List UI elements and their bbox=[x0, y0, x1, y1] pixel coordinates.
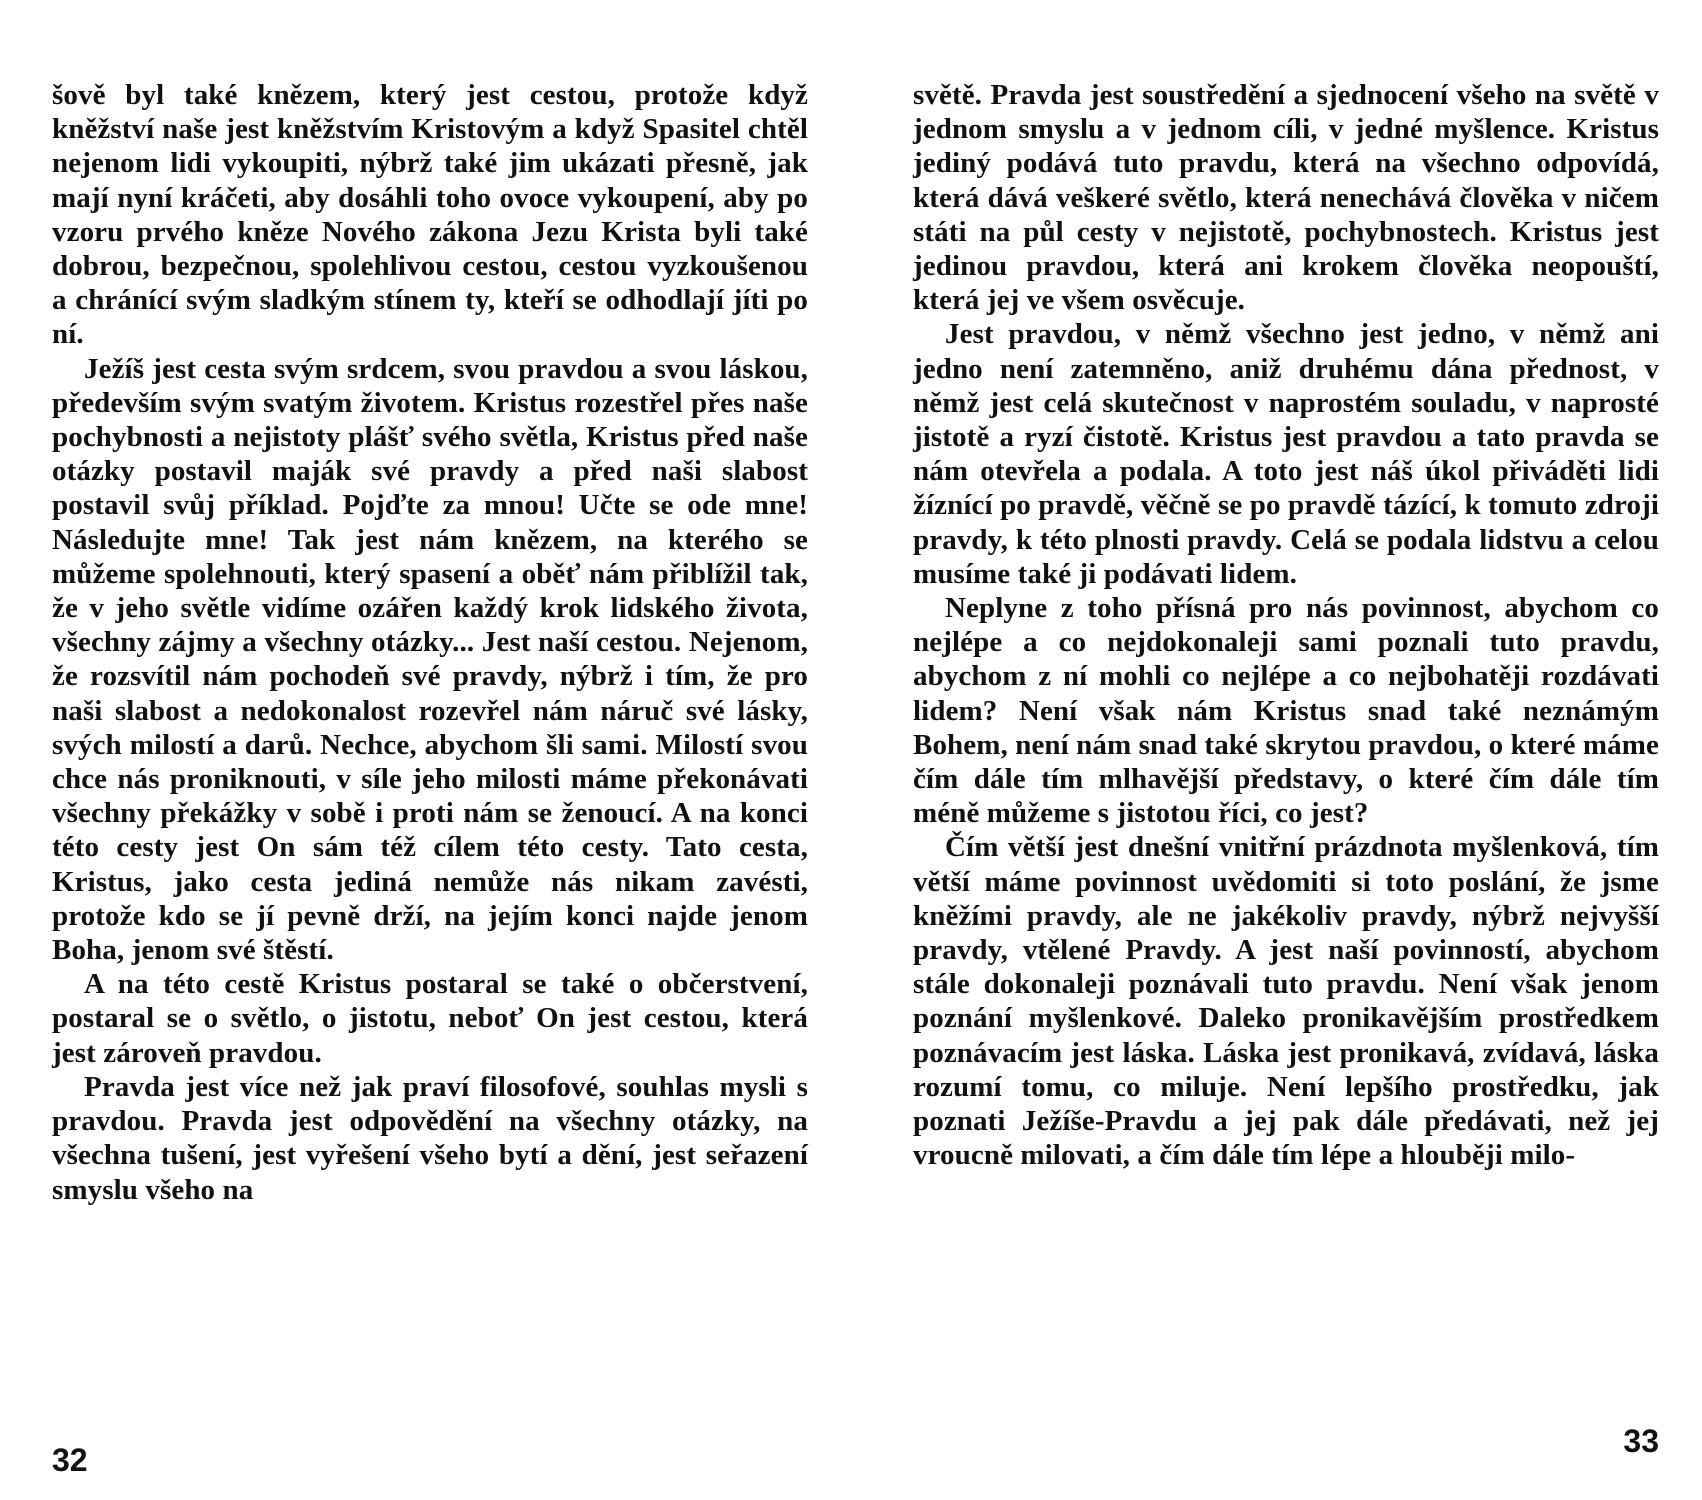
paragraph: Neplyne z toho přísná pro nás povinnost, abychom co nejlépe a co nejdokonaleji sami poznali tuto pravdu, abychom z ní mohli co nejlépe a co nejbohatěji rozdávati lidem? Není však nám Kristus snad také neznámým Bohem, není nám snad také skrytou pravdou, o které máme čím dále tím mlhavější představy, o které čím dále tím méně můžeme s jistotou říci, co jest? bbox=[913, 592, 1659, 830]
paragraph: světě. Pravda jest soustředění a sjednocení všeho na světě v jednom smyslu a v jednom cíli, v jedné myšlence. Kristus jediný podává tuto pravdu, která na všechno odpovídá, která dává veškeré světlo, která nenechává člověka v ničem státi na půl cesty v nejistotě, pochybnostech. Kristus jest jedinou pravdou, která ani krokem člověka neopouští, která jej ve všem osvěcuje. bbox=[913, 79, 1659, 317]
paragraph: šově byl také knězem, který jest cestou, protože když kněžství naše jest kněžstvím Kristovým a když Spasitel chtěl nejenom lidi vykoupiti, nýbrž také jim ukázati přesně, jak mají nyní kráčeti, aby dosáhli toho ovoce vykoupení, aby po vzoru prvého kněze Nového zákona Jezu Krista byli také dobrou, bezpečnou, spolehlivou cestou, cestou vyzkoušenou a chránící svým sladkým stínem ty, kteří se odhodlají jíti po ní. bbox=[52, 79, 808, 351]
right-page bbox=[913, 78, 1659, 1478]
page-number: 33 bbox=[1623, 1423, 1659, 1459]
paragraph: Čím větší jest dnešní vnitřní prázdnota myšlenková, tím větší máme povinnost uvědomiti si toto poslání, že jsme kněžími pravdy, ale ne jakékoliv pravdy, nýbrž nejvyšší pravdy, vtělené Pravdy. A jest naší povinností, abychom stále dokonaleji poznávali tuto pravdu. Není však jenom poznání myšlenkové. Daleko pronikavějším prostředkem poznávacím jest láska. Láska jest pronikavá, zvídavá, láska rozumí tomu, co miluje. Není lepšího prostředku, jak poznati Ježíše-Pravdu a jej pak dále předávati, než jej vroucně milovati, a čím dále tím lépe a hlouběji milo- bbox=[913, 831, 1659, 1172]
page-number: 32 bbox=[52, 1442, 88, 1478]
paragraph: A na této cestě Kristus postaral se také o občerstvení, postaral se o světlo, o jistotu, neboť On jest cestou, která jest zároveň pravdou. bbox=[52, 968, 808, 1069]
paragraph: Jest pravdou, v němž všechno jest jedno, v němž ani jedno není zatemněno, aniž druhému dána přednost, v němž jest celá skutečnost v naprostém souladu, v naprosté jistotě a ryzí čistotě. Kristus jest pravdou a tato pravda se nám otevřela a podala. A toto jest náš úkol přiváděti lidi žíznící po pravdě, věčně se po pravdě tázící, k tomuto zdroji pravdy, k této plnosti pravdy. Celá se podala lidstvu a celou musíme také ji podávati lidem. bbox=[913, 318, 1659, 590]
left-page-text bbox=[52, 78, 808, 1207]
paragraph: Pravda jest více než jak praví filosofové, souhlas mysli s pravdou. Pravda jest odpovědění na všechny otázky, na všechna tušení, jest vyřešení všeho bytí a dění, jest seřazení smyslu všeho na bbox=[52, 1070, 808, 1206]
paragraph: Ježíš jest cesta svým srdcem, svou pravdou a svou láskou, především svým svatým životem. Kristus rozestřel přes naše pochybnosti a nejistoty plášť svého světla, Kristus před naše otázky postavil maják své pravdy a před naši slabost postavil svůj příklad. Pojďte za mnou! Učte se ode mne! Následujte mne! Tak jest nám knězem, na kterého se můžeme spolehnouti, který spasení a oběť nám přiblížil tak, že v jeho světle vidíme ozářen každý krok lidského života, všechny zájmy a všechny otázky... Jest naší cestou. Nejenom, že rozsvítil nám pochodeň své pravdy, nýbrž i tím, že pro naši slabost a nedokonalost rozevřel nám náruč své lásky, svých milostí a darů. Nechce, abychom šli sami. Milostí svou chce nás proniknouti, v síle jeho milosti máme překonávati všechny překážky v sobě i proti nám se ženoucí. A na konci této cesty jest On sám též cílem této cesty. Tato cesta, Kristus, jako cesta jediná nemůže nás nikam zavésti, protože kdo se jí pevně drží, na jejím konci najde jenom Boha, jenom své štěstí. bbox=[52, 352, 808, 967]
left-page bbox=[52, 78, 808, 1478]
right-page-text bbox=[913, 78, 1659, 1173]
